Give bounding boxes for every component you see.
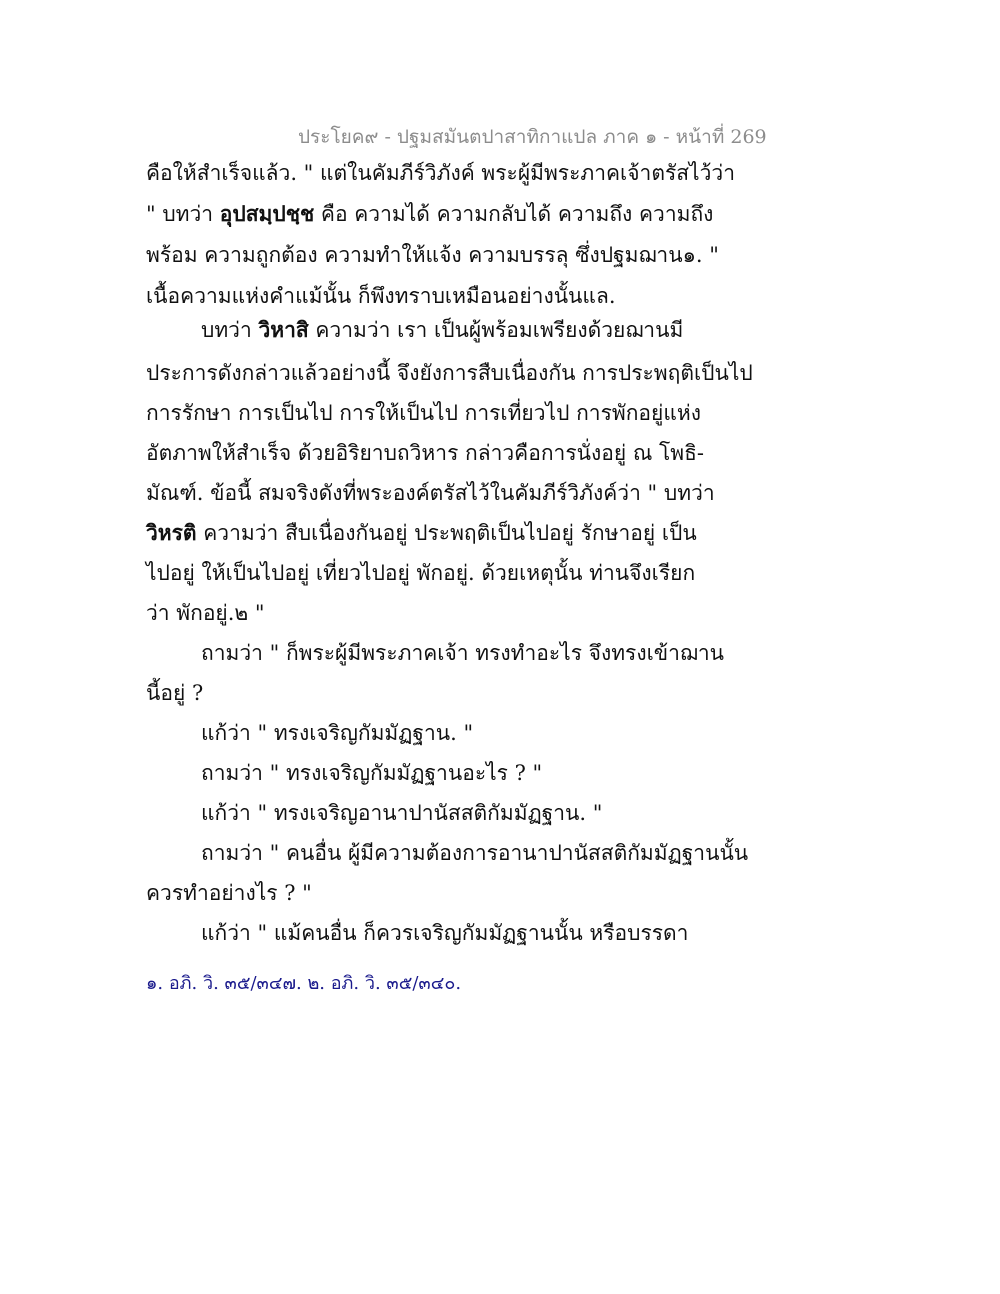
text-line: มัณฑ์. ข้อนี้ สมจริงดังที่พระองค์ตรัสไว้ในคัมภีร์วิภังค์ว่า " บทว่า	[146, 481, 715, 505]
text-line: บทว่า วิหาสิ ความว่า เรา เป็นผู้พร้อมเพรียงด้วยฌานมี	[201, 317, 684, 342]
text-line: ประการดังกล่าวแล้วอย่างนี้ จึงยังการสืบเนื่องกัน การประพฤติเป็นไป	[146, 361, 753, 385]
text-line: อัตภาพให้สำเร็จ ด้วยอิริยาบถวิหาร กล่าวคือการนั่งอยู่ ณ โพธิ-	[146, 441, 705, 465]
text-line: แก้ว่า " ทรงเจริญอานาปานัสสติกัมมัฏฐาน. "	[201, 801, 603, 825]
page-header: ประโยค๙ - ปฐมสมันตปาสาทิกาแปล ภาค ๑ - หน้าที่ 269	[298, 126, 767, 148]
text-line: ไปอยู่ ให้เป็นไปอยู่ เที่ยวไปอยู่ พักอยู่. ด้วยเหตุนั้น ท่านจึงเรียก	[146, 561, 696, 585]
text-line: " บทว่า อุปสมฺปชฺช คือ ความได้ ความกลับได้ ความถึง ความถึง	[146, 201, 714, 226]
pali-term: วิหรติ	[146, 520, 197, 545]
text-line: คือให้สำเร็จแล้ว. " แต่ในคัมภีร์วิภังค์ พระผู้มีพระภาคเจ้าตรัสไว้ว่า	[146, 161, 735, 185]
text-line: นี้อยู่ ?	[146, 681, 204, 705]
footnote: ๑. อภิ. วิ. ๓๕/๓๔๗. ๒. อภิ. วิ. ๓๕/๓๔๐.	[146, 973, 462, 994]
text-line: แก้ว่า " ทรงเจริญกัมมัฏฐาน. "	[201, 721, 474, 745]
pali-term: อุปสมฺปชฺช	[219, 201, 315, 226]
text-line: พร้อม ความถูกต้อง ความทำให้แจ้ง ความบรรลุ ซึ่งปฐมฌาน๑. "	[146, 243, 719, 267]
text-line: ถามว่า " ทรงเจริญกัมมัฏฐานอะไร ? "	[201, 761, 543, 785]
text-line: ถามว่า " คนอื่น ผู้มีความต้องการอานาปานัสสติกัมมัฏฐานนั้น	[201, 841, 749, 865]
text-line: แก้ว่า " แม้คนอื่น ก็ควรเจริญกัมมัฏฐานนั้น หรือบรรดา	[201, 921, 689, 945]
text-line: การรักษา การเป็นไป การให้เป็นไป การเที่ยวไป การพักอยู่แห่ง	[146, 401, 701, 425]
text-line: ถามว่า " ก็พระผู้มีพระภาคเจ้า ทรงทำอะไร จึงทรงเข้าฌาน	[201, 641, 725, 665]
text-line: ควรทำอย่างไร ? "	[146, 881, 312, 905]
text-line: เนื้อความแห่งคำแม้นั้น ก็พึงทราบเหมือนอย่างนั้นแล.	[146, 284, 616, 308]
pali-term: วิหาสิ	[258, 317, 309, 342]
text-line: ว่า พักอยู่.๒ "	[146, 601, 265, 625]
text-line: วิหรติ ความว่า สืบเนื่องกันอยู่ ประพฤติเป็นไปอยู่ รักษาอยู่ เป็น	[146, 520, 697, 545]
